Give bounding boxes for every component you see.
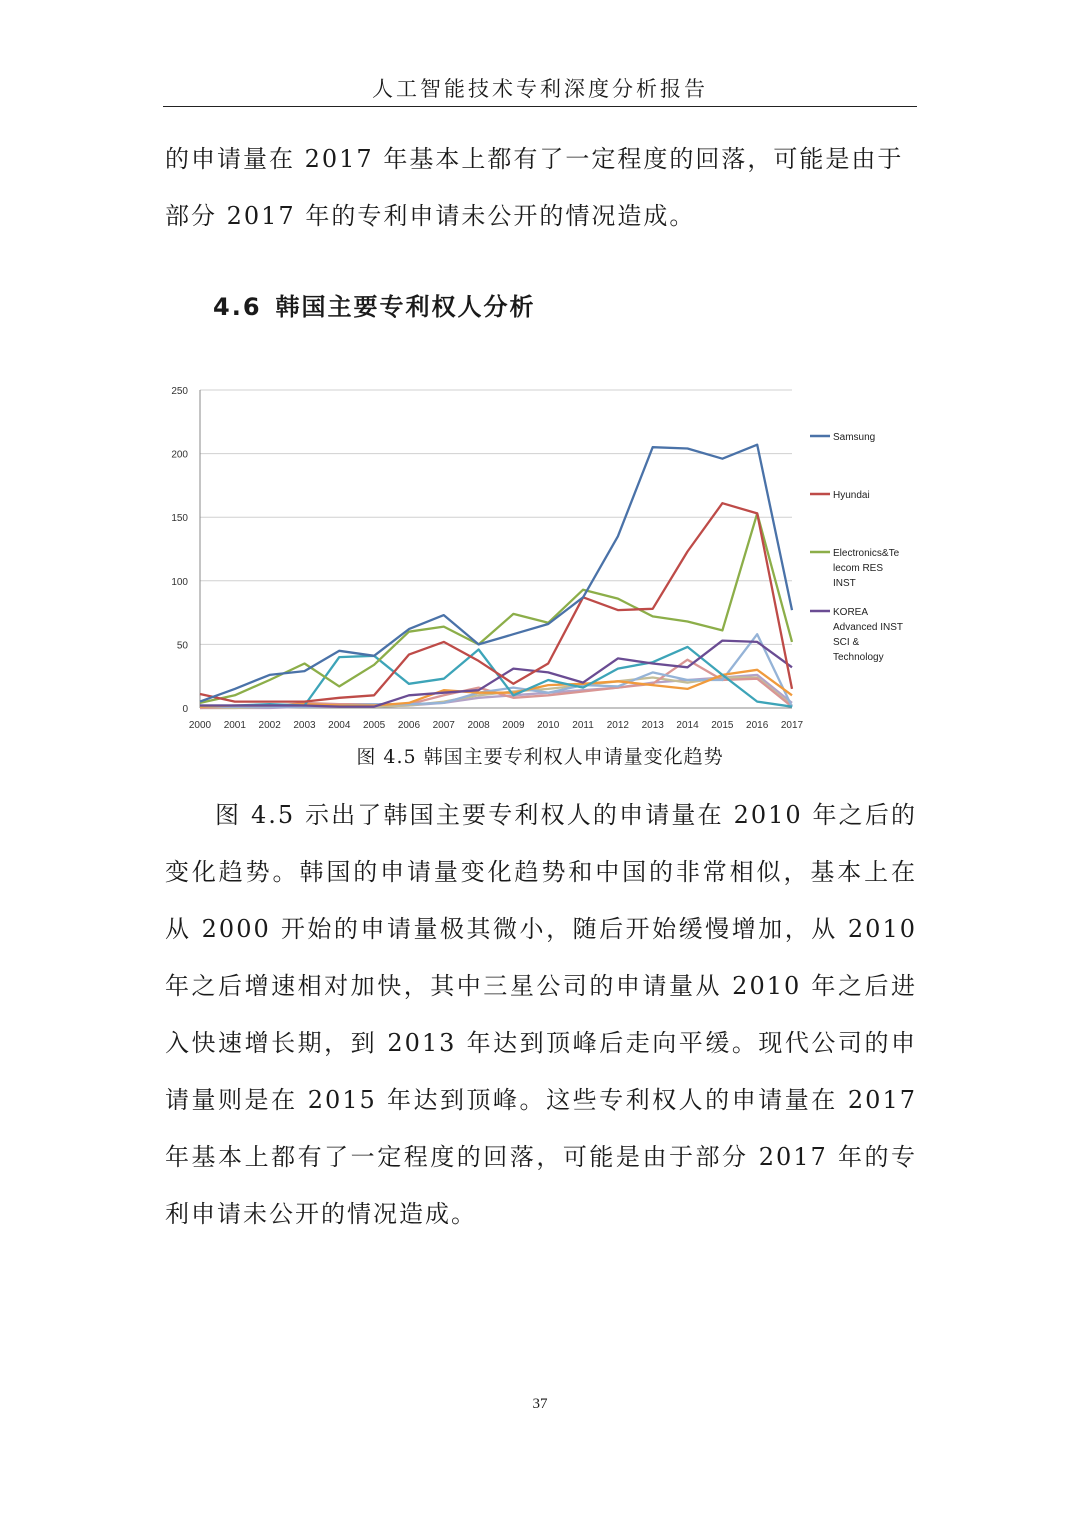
section-title: 韩国主要专利权人分析 — [275, 293, 536, 321]
line-chart — [160, 378, 920, 738]
figure-caption: 图 4.5 韩国主要专利权人申请量变化趋势 — [356, 746, 724, 768]
x-tick-label: 2005 — [362, 720, 386, 731]
legend-label: Advanced INST — [833, 622, 904, 633]
series-line — [200, 513, 792, 703]
x-tick-label: 2013 — [641, 720, 664, 731]
x-tick-label: 2009 — [502, 720, 525, 731]
legend-label: Samsung — [833, 432, 876, 443]
x-tick-label: 2000 — [188, 720, 212, 731]
page-number: 37 — [532, 1396, 548, 1412]
y-tick-label: 0 — [182, 704, 188, 715]
y-tick-label: 150 — [171, 513, 188, 525]
intro-paragraph: 的申请量在 2017 年基本上都有了一定程度的回落，可能是由于部分 2017 年的专利申请未公开的情况造成。 — [165, 145, 904, 230]
body-paragraph: 图 4.5 示出了韩国主要专利权人的申请量在 2010 年之后的变化趋势。韩国的申请量变化趋势和中国的非常相似，基本上在从 2000 开始的申请量极其微小，随后开始缓慢增加，从 2010 年之后增速相对加快，其中三星公司的申请量从 2010 年之后进入快速增长期，到 2013 年达到顶峰后走向平缓。现代公司的申请量则是在 2015 年达到顶峰。这些专利权人的申请量在 2017 年基本上都有了一定程度的回落，可能是由于部分 2017 年的专利申请未公开的情况造成。 — [165, 801, 917, 1228]
x-tick-label: 2002 — [258, 720, 281, 731]
x-tick-label: 2007 — [432, 720, 455, 731]
x-tick-label: 2006 — [397, 720, 421, 731]
x-tick-label: 2011 — [572, 720, 594, 731]
x-tick-label: 2008 — [467, 720, 490, 731]
legend-label: INST — [833, 578, 856, 589]
series-line — [200, 445, 792, 702]
x-tick-label: 2004 — [328, 720, 351, 731]
x-tick-label: 2001 — [223, 720, 246, 731]
x-tick-label: 2017 — [780, 720, 804, 731]
legend-label: Electronics&Te — [833, 548, 900, 559]
section-number: 4.6 — [213, 293, 262, 321]
y-tick-label: 250 — [171, 386, 188, 397]
y-tick-label: 50 — [176, 640, 188, 652]
legend-label: KOREA — [833, 607, 869, 618]
x-tick-label: 2014 — [676, 720, 699, 731]
legend-label: Technology — [833, 652, 884, 663]
x-tick-label: 2010 — [537, 720, 560, 731]
report-title: 人工智能技术专利深度分析报告 — [372, 77, 708, 101]
y-tick-label: 100 — [171, 576, 188, 588]
x-tick-label: 2012 — [606, 720, 630, 731]
y-tick-label: 200 — [171, 449, 188, 461]
x-tick-label: 2016 — [746, 720, 769, 731]
legend-label: SCI & — [833, 637, 860, 648]
legend-label: Hyundai — [833, 490, 870, 501]
x-tick-label: 2003 — [293, 720, 316, 731]
legend-label: lecom RES — [833, 563, 884, 574]
x-tick-label: 2015 — [711, 720, 734, 731]
running-header — [163, 72, 917, 107]
section-heading — [213, 287, 536, 322]
